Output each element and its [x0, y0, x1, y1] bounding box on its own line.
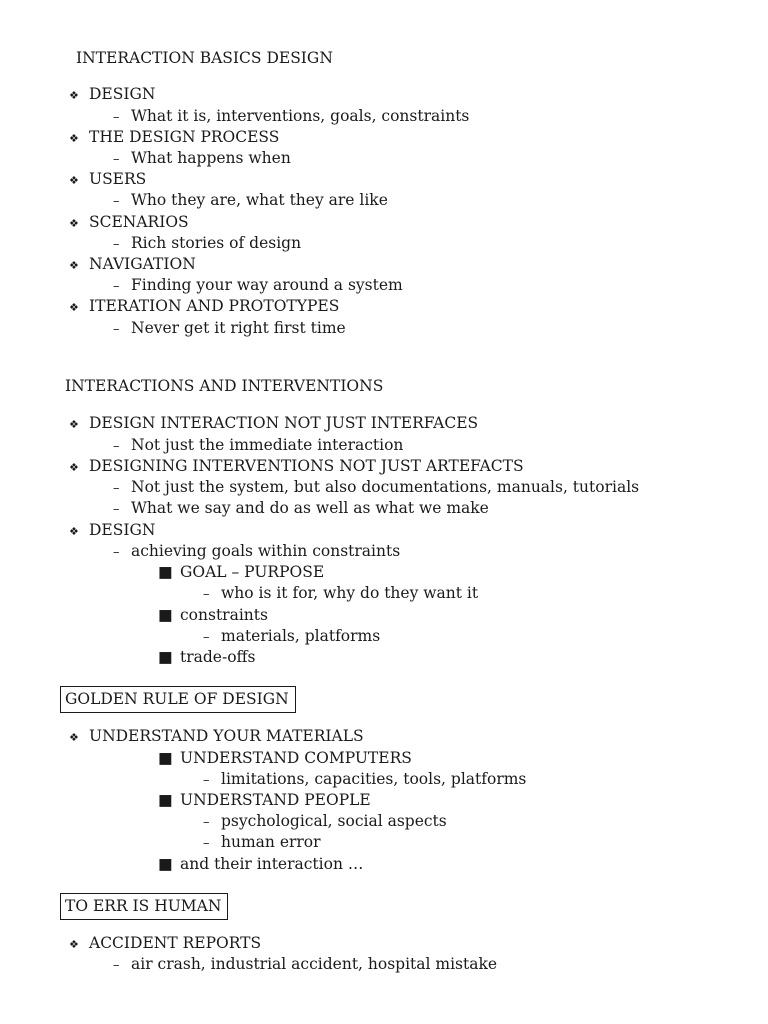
diamond-bullet-icon: ❖ [69, 217, 79, 230]
bullet-design-process-text: THE DESIGN PROCESS [89, 128, 280, 146]
sub-materials-platforms-text: materials, platforms [221, 627, 381, 645]
sub-scenarios [113, 233, 301, 255]
bullet-understand-materials-text: UNDERSTAND YOUR MATERIALS [89, 727, 364, 745]
bullet-scenarios [69, 212, 189, 234]
square-understand-computers [158, 748, 412, 768]
sub-limitations-text: limitations, capacities, tools, platforms [221, 770, 527, 788]
sub-scenarios-text: Rich stories of design [131, 234, 302, 252]
bullet-design-2 [69, 520, 155, 542]
dash-marker: – [203, 630, 210, 645]
bullet-users [69, 169, 146, 191]
square-goal-purpose [158, 562, 324, 582]
sub-what-we-say [113, 498, 489, 520]
sub-psychological [203, 811, 447, 833]
sub-achieving-goals-text: achieving goals within constraints [131, 542, 401, 560]
dash-marker: – [203, 815, 210, 830]
bullet-design-text: DESIGN [89, 85, 156, 103]
sub-limitations [203, 769, 526, 791]
square-constraints [158, 605, 268, 625]
sub-design-process-text: What happens when [131, 149, 291, 167]
dash-marker: – [203, 773, 210, 788]
sub-materials-platforms [203, 626, 380, 648]
diamond-bullet-icon: ❖ [69, 938, 79, 951]
bullet-designing-interventions [69, 456, 524, 478]
sub-who-is-it-for-text: who is it for, why do they want it [221, 584, 479, 602]
bullet-design-process [69, 127, 279, 149]
square-their-interaction-text: and their interaction … [180, 855, 364, 873]
diamond-bullet-icon: ❖ [69, 731, 79, 744]
sub-iteration-prototypes [113, 318, 346, 340]
sub-design [113, 106, 469, 128]
square-bullet-icon: ■ [158, 791, 173, 809]
dash-marker: – [203, 587, 210, 602]
diamond-bullet-icon: ❖ [69, 418, 79, 431]
sub-system-documentations-text: Not just the system, but also documentations, manuals, tutorials [131, 478, 640, 496]
sub-human-error [203, 832, 321, 854]
sub-design-text: What it is, interventions, goals, constraints [131, 107, 470, 125]
diamond-bullet-icon: ❖ [69, 461, 79, 474]
sub-who-is-it-for [203, 583, 478, 605]
sub-psychological-text: psychological, social aspects [221, 812, 447, 830]
square-bullet-icon: ■ [158, 648, 173, 666]
bullet-design [69, 84, 155, 106]
sub-design-process [113, 148, 291, 170]
bullet-designing-interventions-text: DESIGNING INTERVENTIONS NOT JUST ARTEFACTS [89, 457, 524, 475]
square-bullet-icon: ■ [158, 855, 173, 873]
sub-what-we-say-text: What we say and do as well as what we make [131, 499, 489, 517]
sub-human-error-text: human error [221, 833, 321, 851]
square-bullet-icon: ■ [158, 606, 173, 624]
square-understand-computers-text: UNDERSTAND COMPUTERS [180, 749, 412, 767]
bullet-iteration-prototypes-text: ITERATION AND PROTOTYPES [89, 297, 340, 315]
sub-navigation-text: Finding your way around a system [131, 276, 403, 294]
diamond-bullet-icon: ❖ [69, 174, 79, 187]
dash-marker: – [113, 110, 120, 125]
sub-achieving-goals [113, 541, 400, 563]
bullet-accident-reports [69, 933, 261, 955]
square-their-interaction [158, 854, 363, 874]
heading-interactions-and-interventions: INTERACTIONS AND INTERVENTIONS [65, 377, 384, 395]
sub-system-documentations [113, 477, 639, 499]
bullet-design-interaction-text: DESIGN INTERACTION NOT JUST INTERFACES [89, 414, 479, 432]
dash-marker: – [113, 152, 120, 167]
dash-marker: – [113, 279, 120, 294]
dash-marker: – [113, 322, 120, 337]
square-constraints-text: constraints [180, 606, 268, 624]
bullet-design-interaction [69, 413, 478, 435]
diamond-bullet-icon: ❖ [69, 132, 79, 145]
bullet-scenarios-text: SCENARIOS [89, 213, 189, 231]
square-bullet-icon: ■ [158, 563, 173, 581]
bullet-understand-materials [69, 726, 364, 748]
heading-to-err-is-human: TO ERR IS HUMAN [60, 893, 228, 920]
square-goal-purpose-text: GOAL – PURPOSE [180, 563, 325, 581]
bullet-users-text: USERS [89, 170, 147, 188]
bullet-design-2-text: DESIGN [89, 521, 156, 539]
heading-golden-rule-of-design: GOLDEN RULE OF DESIGN [60, 686, 296, 713]
square-understand-people-text: UNDERSTAND PEOPLE [180, 791, 371, 809]
dash-marker: – [113, 958, 120, 973]
bullet-iteration-prototypes [69, 296, 339, 318]
heading-interaction-basics-design: INTERACTION BASICS DESIGN [76, 49, 333, 67]
dash-marker: – [203, 836, 210, 851]
sub-immediate-interaction [113, 435, 403, 457]
dash-marker: – [113, 545, 120, 560]
diamond-bullet-icon: ❖ [69, 525, 79, 538]
dash-marker: – [113, 237, 120, 252]
sub-immediate-interaction-text: Not just the immediate interaction [131, 436, 404, 454]
bullet-navigation [69, 254, 196, 276]
diamond-bullet-icon: ❖ [69, 301, 79, 314]
sub-iteration-prototypes-text: Never get it right first time [131, 319, 346, 337]
dash-marker: – [113, 481, 120, 496]
sub-users-text: Who they are, what they are like [131, 191, 388, 209]
dash-marker: – [113, 502, 120, 517]
diamond-bullet-icon: ❖ [69, 89, 79, 102]
square-trade-offs [158, 647, 256, 667]
sub-air-crash [113, 954, 497, 976]
diamond-bullet-icon: ❖ [69, 259, 79, 272]
dash-marker: – [113, 439, 120, 454]
sub-air-crash-text: air crash, industrial accident, hospital mistake [131, 955, 498, 973]
square-understand-people [158, 790, 371, 810]
bullet-accident-reports-text: ACCIDENT REPORTS [89, 934, 262, 952]
sub-users [113, 190, 388, 212]
sub-navigation [113, 275, 403, 297]
bullet-navigation-text: NAVIGATION [89, 255, 196, 273]
square-trade-offs-text: trade-offs [180, 648, 256, 666]
dash-marker: – [113, 194, 120, 209]
square-bullet-icon: ■ [158, 749, 173, 767]
